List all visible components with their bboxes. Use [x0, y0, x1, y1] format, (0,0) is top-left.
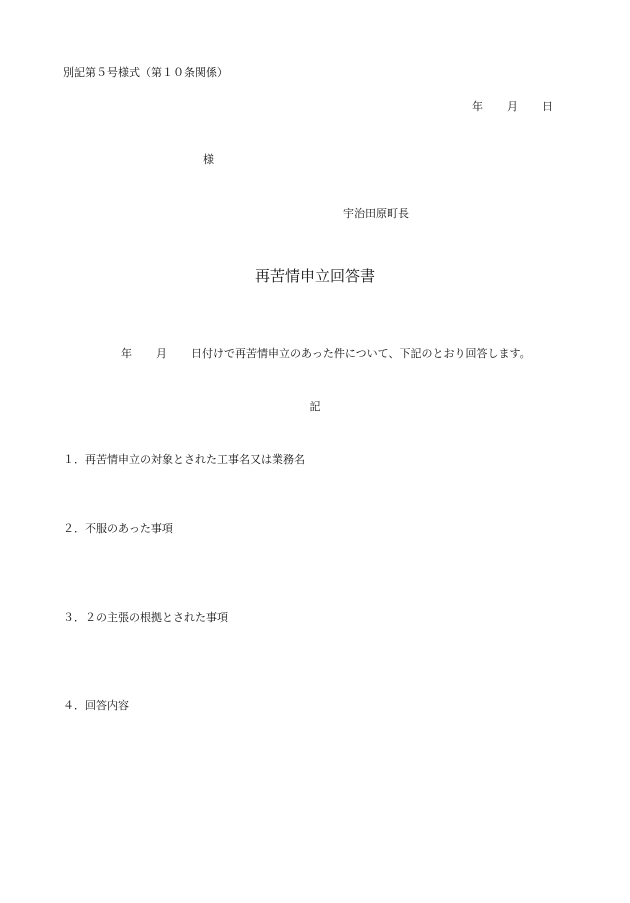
issuer-name: 宇治田原町長 — [343, 207, 409, 220]
form-number: 別記第５号様式（第１０条関係） — [63, 66, 228, 79]
body-month-label: 月 — [156, 347, 167, 360]
document-title: 再苦情申立回答書 — [254, 267, 375, 285]
item-target-work: １．再苦情申立の対象とされた工事名又は業務名 — [63, 453, 305, 466]
body-year-label: 年 — [121, 347, 132, 360]
date-day-label: 日 — [542, 100, 553, 113]
item-complaint-matter: ２．不服のあった事項 — [63, 522, 173, 535]
body-sentence — [121, 347, 531, 361]
date-month-label: 月 — [507, 100, 518, 113]
addressee-suffix: 様 — [203, 153, 214, 166]
item-reply-content: ４．回答内容 — [63, 699, 129, 712]
date-line — [472, 100, 553, 114]
date-year-label: 年 — [472, 100, 483, 113]
body-text: 日付けで再苦情申立のあった件について、下記のとおり回答します。 — [191, 347, 531, 360]
item-basis-matter: ３．２の主張の根拠とされた事項 — [63, 611, 228, 624]
ki-heading: 記 — [309, 400, 321, 413]
